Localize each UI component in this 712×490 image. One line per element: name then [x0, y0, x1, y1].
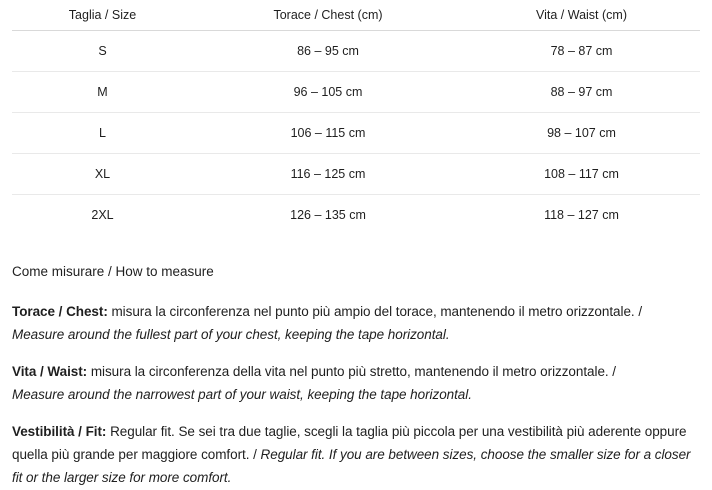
chest-text-it: misura la circonferenza nel punto più ampio del torace, mantenendo il metro orizzontale. / [107, 304, 643, 319]
table-row [12, 113, 700, 154]
fit-text-en: Regular fit. If you are between sizes, choose the smaller size for a closer fit or the larger size for more comfort. [12, 447, 691, 485]
header-chest: Torace / Chest (cm) [193, 0, 463, 31]
chest-cell: 116 – 125 cm [193, 154, 463, 195]
waist-label: Vita / Waist: [12, 364, 88, 379]
fit-text-it: Regular fit. Se sei tra due taglie, scegli la taglia più piccola per una vestibilità più aderente oppure quella più grande per maggiore comfort. / [12, 424, 687, 462]
chest-cell: 106 – 115 cm [193, 113, 463, 154]
size-cell: M [12, 72, 193, 113]
waist-text-en: Measure around the narrowest part of your waist, keeping the tape horizontal. [12, 387, 472, 402]
table-row [12, 154, 700, 195]
chest-cell: 86 – 95 cm [193, 31, 463, 72]
header-waist: Vita / Waist (cm) [463, 0, 700, 31]
size-cell: 2XL [91, 208, 114, 222]
table-row [12, 195, 700, 236]
table-row [12, 72, 700, 113]
size-cell: S [12, 31, 193, 72]
fit-label: Vestibilità / Fit: [12, 424, 107, 439]
waist-cell: 98 – 107 cm [463, 113, 700, 154]
waist-cell: 108 – 117 cm [463, 154, 700, 195]
size-cell: L [12, 113, 193, 154]
chest-cell: 126 – 135 cm [290, 208, 366, 222]
size-table [12, 0, 700, 235]
size-cell: XL [12, 154, 193, 195]
waist-cell: 118 – 127 cm [544, 208, 619, 222]
chest-text-en: Measure around the fullest part of your chest, keeping the tape horizontal. [12, 327, 450, 342]
waist-cell: 78 – 87 cm [463, 31, 700, 72]
fit-instructions [12, 420, 700, 489]
waist-cell: 88 – 97 cm [463, 72, 700, 113]
chest-cell: 96 – 105 cm [193, 72, 463, 113]
chest-instructions [12, 300, 700, 346]
table-row [12, 31, 700, 72]
waist-text-it: misura la circonferenza della vita nel punto più stretto, mantenendo il metro orizzontale. / [87, 364, 617, 379]
header-size: Taglia / Size [12, 0, 193, 31]
chest-label: Torace / Chest: [12, 304, 108, 319]
waist-instructions [12, 360, 700, 406]
measure-title: Come misurare / How to measure [12, 264, 214, 279]
table-header-row [12, 0, 700, 31]
